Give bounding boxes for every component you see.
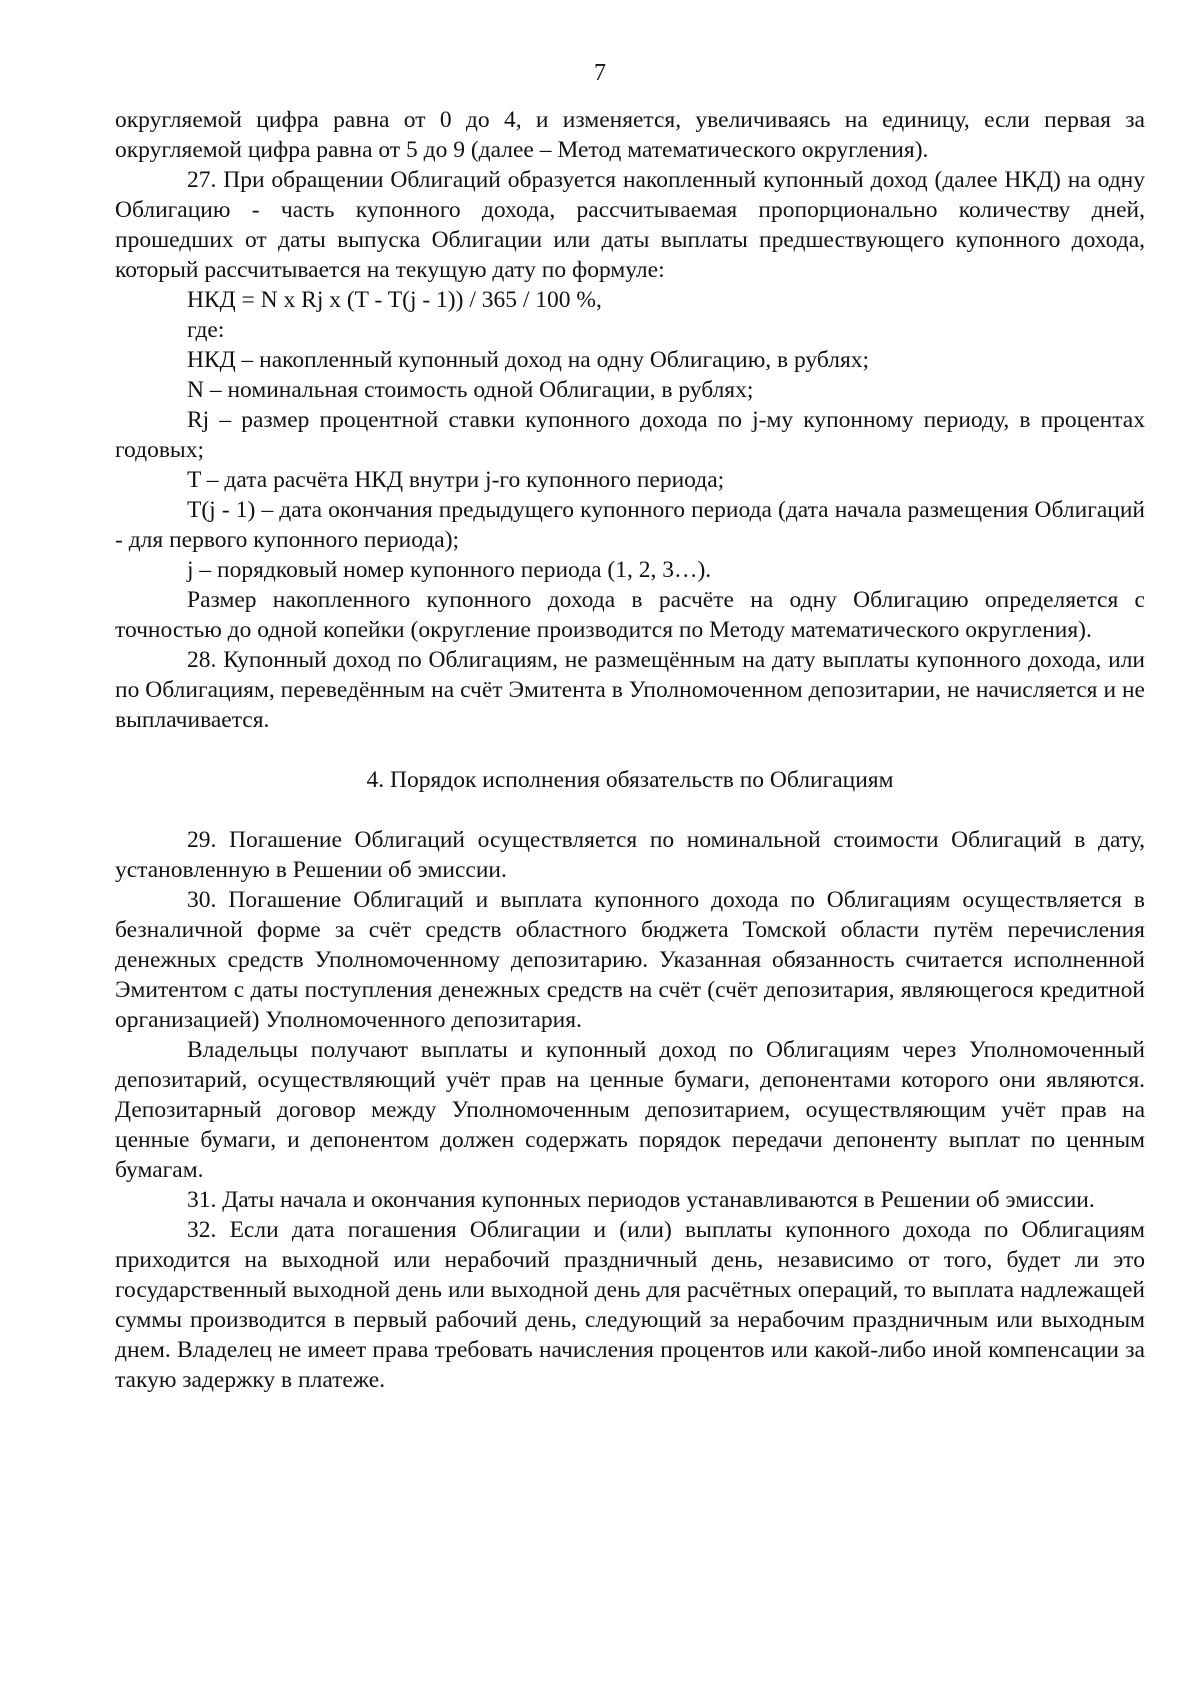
- paragraph-28: 28. Купонный доход по Облигациям, не размещённым на дату выплаты купонного дохода, или по Облигациям, переведённым на счёт Эмитента в Уполномоченном депозитарии, не начисляется и не выплачивается.: [115, 647, 1145, 733]
- paragraph-32: 32. Если дата погашения Облигации и (или) выплаты купонного дохода по Облигациям приходится на выходной или нерабочий праздничный день, независимо от того, будет ли это государственный выходной день или выходной день для расчётных операций, то выплата надлежащей суммы производится в первый рабочий день, следующий за нерабочим праздничным или выходным днем. Владелец не имеет права требовать начисления процентов или какой-либо иной компенсации за такую задержку в платеже.: [115, 1217, 1145, 1393]
- document-body: [115, 105, 1145, 1395]
- nkd-formula: НКД = N x Rj x (T - T(j - 1)) / 365 / 100 %,: [187, 287, 602, 313]
- definition-rj: Rj – размер процентной ставки купонного дохода по j-му купонному периоду, в процентах годовых;: [115, 407, 1145, 463]
- formula-where-label: где:: [187, 317, 225, 343]
- definition-t-j-1: T(j - 1) – дата окончания предыдущего купонного периода (дата начала размещения Облигаций - для первого купонного периода);: [115, 497, 1145, 553]
- definition-t: T – дата расчёта НКД внутри j-го купонного периода;: [187, 467, 725, 493]
- paragraph-27-rounding: Размер накопленного купонного дохода в расчёте на одну Облигацию определяется с точностью до одной копейки (округление производится по Методу математического округления).: [115, 587, 1145, 643]
- paragraph-30-owners: Владельцы получают выплаты и купонный доход по Облигациям через Уполномоченный депозитарий, осуществляющий учёт прав на ценные бумаги, депонентами которого они являются. Депозитарный договор между Уполномоченным депозитарием, осуществляющим учёт прав на ценные бумаги, и депонентом должен содержать порядок передачи депоненту выплат по ценным бумагам.: [115, 1037, 1145, 1183]
- paragraph-29: 29. Погашение Облигаций осуществляется по номинальной стоимости Облигаций в дату, установленную в Решении об эмиссии.: [115, 827, 1145, 883]
- paragraph-continuation: округляемой цифра равна от 0 до 4, и изменяется, увеличиваясь на единицу, если первая за округляемой цифра равна от 5 до 9 (далее – Метод математического округления).: [115, 107, 1145, 163]
- paragraph-31: 31. Даты начала и окончания купонных периодов устанавливаются в Решении об эмиссии.: [187, 1187, 1095, 1213]
- paragraph-30: 30. Погашение Облигаций и выплата купонного дохода по Облигациям осуществляется в безналичной форме за счёт средств областного бюджета Томской области путём перечисления денежных средств Уполномоченному депозитарию. Указанная обязанность считается исполненной Эмитентом с даты поступления денежных средств на счёт (счёт депозитария, являющегося кредитной организацией) Уполномоченного депозитария.: [115, 887, 1145, 1033]
- definition-nkd: НКД – накопленный купонный доход на одну Облигацию, в рублях;: [187, 347, 870, 373]
- paragraph-27: 27. При обращении Облигаций образуется накопленный купонный доход (далее НКД) на одну Облигацию - часть купонного дохода, рассчитываемая пропорционально количеству дней, прошедших от даты выпуска Облигации или даты выплаты предшествующего купонного дохода, который рассчитывается на текущую дату по формуле:: [115, 167, 1145, 283]
- definition-j: j – порядковый номер купонного периода (1, 2, 3…).: [187, 557, 712, 583]
- section-heading: 4. Порядок исполнения обязательств по Облигациям: [366, 767, 894, 793]
- definition-n: N – номинальная стоимость одной Облигации, в рублях;: [187, 377, 754, 403]
- page-number: 7: [594, 60, 606, 86]
